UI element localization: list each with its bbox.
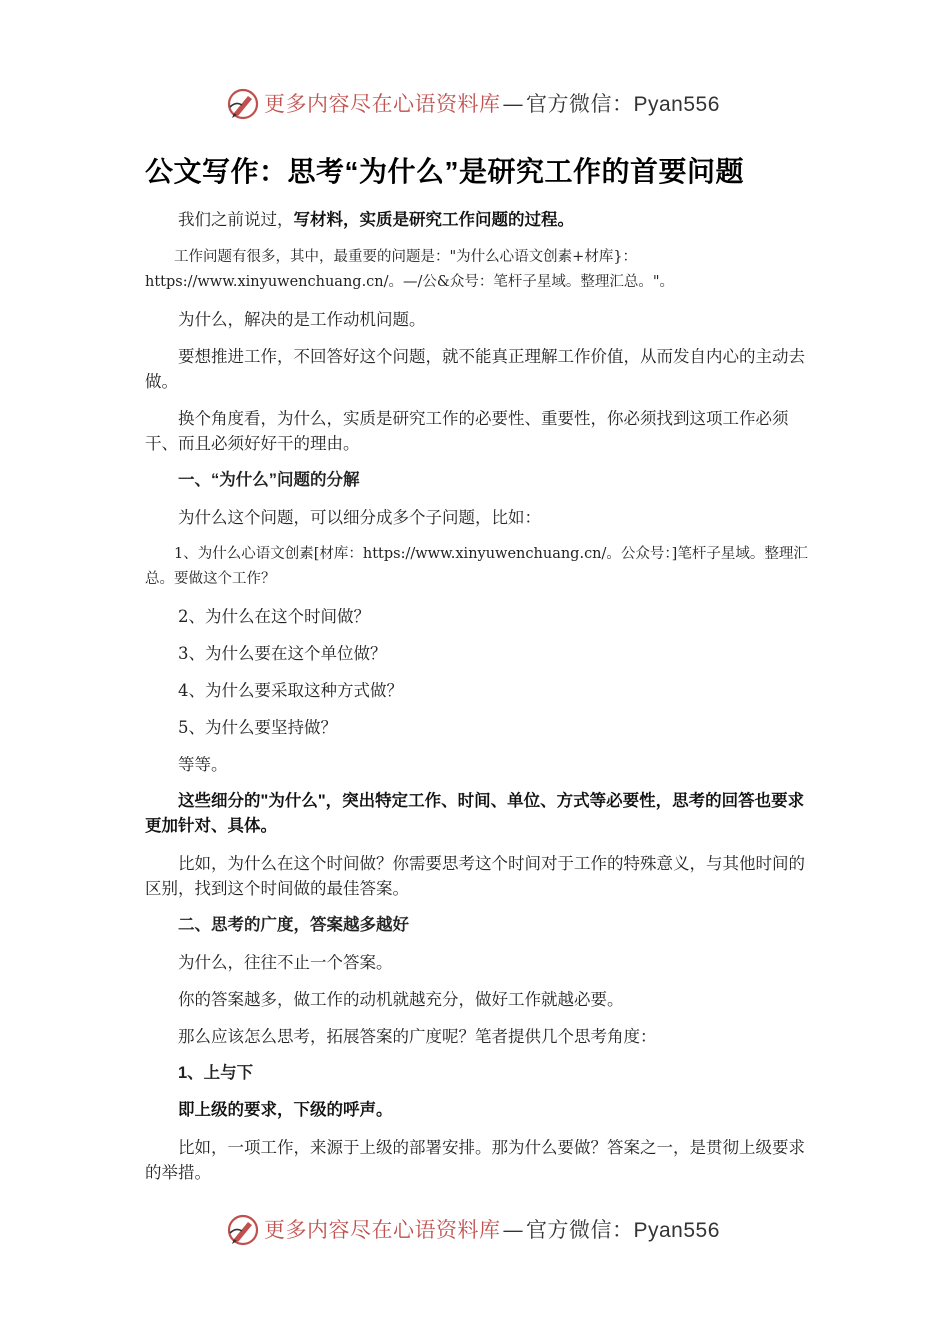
pen-logo-icon (226, 87, 260, 121)
footer-banner (0, 1210, 950, 1254)
article-body (145, 207, 809, 1197)
banner-text (264, 1214, 720, 1244)
paragraph-bold: 这些细分的"为什么"，突出特定工作、时间、单位、方式等必要性，思考的回答也要求更加针对、具体。 (145, 792, 805, 835)
paragraph: 比如，一项工作，来源于上级的部署安排。那为什么要做？答案之一，是贯彻上级要求的举措。 (145, 1138, 805, 1182)
paragraph: 你的答案越多，做工作的动机就越充分，做好工作就越必要。 (178, 990, 624, 1009)
paragraph: 为什么，解决的是工作动机问题。 (178, 310, 426, 329)
banner-dash: — (502, 1218, 524, 1242)
paragraph: 换个角度看，为什么，实质是研究工作的必要性、重要性，你必须找到这项工作必须干、而且必须好好干的理由。 (145, 409, 789, 453)
paragraph (145, 207, 809, 233)
paragraph: 比如，为什么在这个时间做？你需要思考这个时间对于工作的特殊意义，与其他时间的区别，找到这个时间做的最佳答案。 (145, 854, 805, 898)
section-heading: 一、“为什么”问题的分解 (178, 471, 360, 489)
list-item: 2、为什么在这个时间做？ (178, 607, 370, 626)
paragraph: 那么应该怎么思考，拓展答案的广度呢？笔者提供几个思考角度： (178, 1027, 657, 1046)
banner-wechat-id: Pyan556 (633, 1219, 720, 1242)
paragraph: 为什么，往往不止一个答案。 (178, 953, 393, 972)
banner-slogan: 更多内容尽在心语资料库 (264, 1218, 501, 1242)
paragraph: 工作问题有很多，其中，最重要的问题是："为什么心语文创素+材库}：https://www.xinyuwenchuang.cn/。—/公&众号：笔杆子星域。整理汇总。"。 (145, 249, 674, 290)
paragraph-text: 我们之前说过， (178, 210, 294, 229)
paragraph: 等等。 (178, 755, 228, 774)
banner-dash: — (502, 92, 524, 116)
paragraph: 要想推进工作，不回答好这个问题，就不能真正理解工作价值，从而发自内心的主动去做。 (145, 347, 805, 391)
banner-text (264, 88, 720, 118)
banner-wechat-id: Pyan556 (633, 93, 720, 116)
pen-logo-icon (226, 1213, 260, 1247)
paragraph-bold: 即上级的要求，下级的呼声。 (178, 1101, 393, 1119)
paragraph-emphasis: 写材料，实质是研究工作问题的过程。 (293, 211, 574, 229)
list-item: 1、为什么心语文创素[材库：https://www.xinyuwenchuang.cn/。公众号：]笔杆子星域。整理汇总。要做这个工作？ (145, 546, 808, 587)
banner-wechat-label: 官方微信： (526, 92, 634, 116)
header-banner (0, 84, 950, 128)
subsection-heading: 1、上与下 (178, 1064, 254, 1082)
banner-wechat-label: 官方微信： (526, 1218, 634, 1242)
list-item: 3、为什么要在这个单位做？ (178, 644, 387, 663)
page-title: 公文写作：思考“为什么”是研究工作的首要问题 (145, 156, 745, 187)
banner-slogan: 更多内容尽在心语资料库 (264, 92, 501, 116)
list-item: 4、为什么要采取这种方式做？ (178, 681, 403, 700)
section-heading: 二、思考的广度，答案越多越好 (178, 916, 409, 934)
paragraph: 为什么这个问题，可以细分成多个子问题，比如： (178, 508, 541, 527)
list-item: 5、为什么要坚持做？ (178, 718, 337, 737)
